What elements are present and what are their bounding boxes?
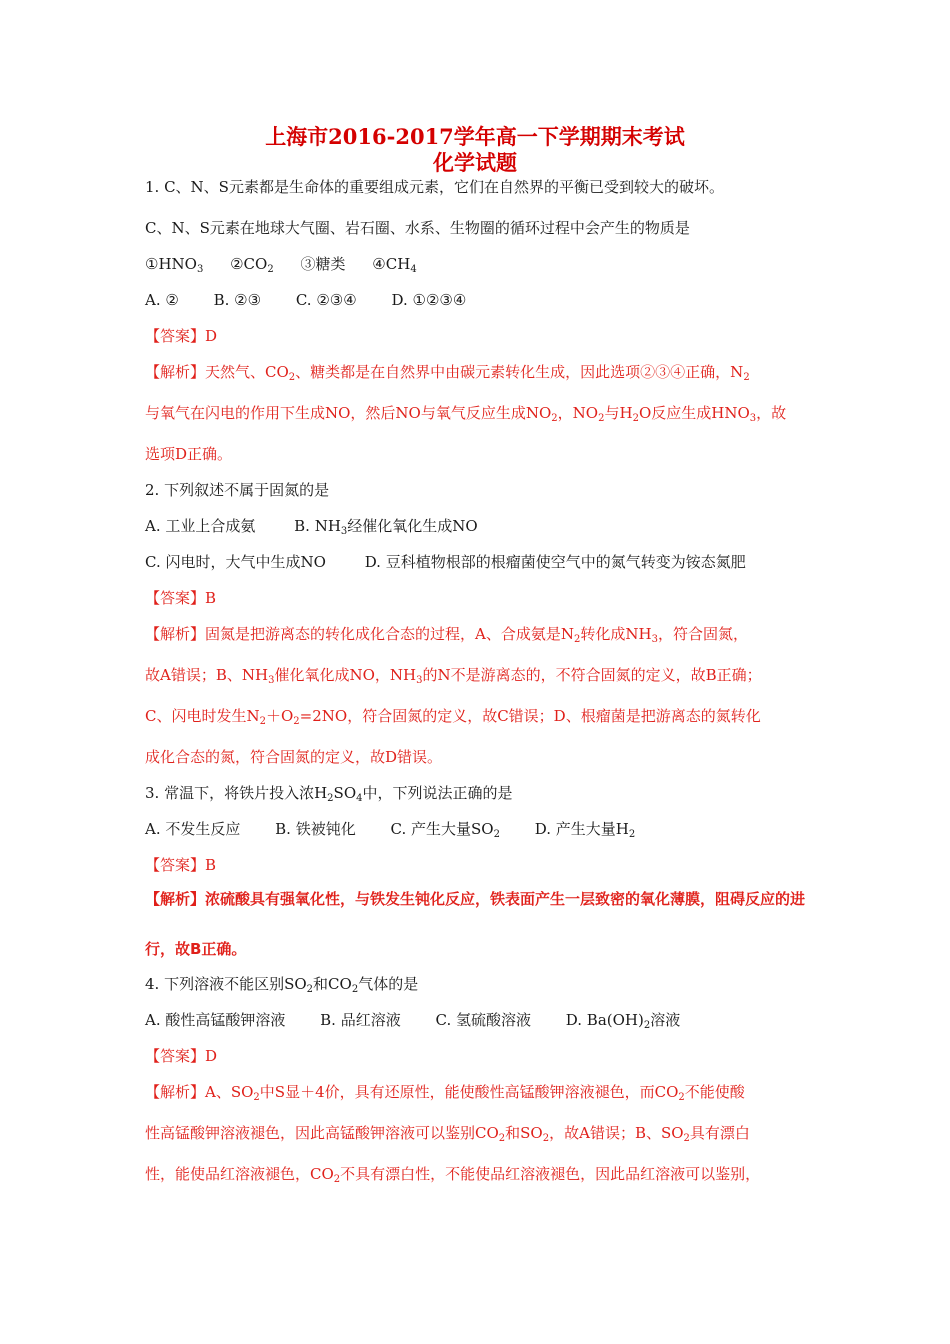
question-1-answer: 【答案】D: [145, 327, 218, 345]
question-1-options: A. ② B. ②③ C. ②③④ D. ①②③④: [145, 291, 467, 309]
question-2-options-ab: A. 工业上合成氨 B. $NH_3$经催化氧化生成NO: [145, 517, 478, 537]
question-2-analysis-3: C、闪电时发生$N_2+O_2=2NO$，符合固氮的定义，故C错误；D、根瘤菌是把游离态的氮转化: [145, 707, 761, 727]
question-1-stem: 1. C、N、S元素都是生命体的重要组成元素，它们在自然界的平衡已受到较大的破坏。: [145, 178, 724, 196]
question-3-analysis-2: 行，故B正确。: [145, 940, 247, 958]
question-1-stem-cont: C、N、S元素在地球大气圈、岩石圈、水系、生物圈的循环过程中会产生的物质是: [145, 219, 690, 237]
question-1-analysis-2: 与氧气在闪电的作用下生成NO，然后NO与氧气反应生成$NO_2$，$NO_2$与$H_2O$反应生成$HNO_3$，故: [145, 404, 787, 424]
question-1-analysis-3: 选项D正确。: [145, 445, 233, 463]
question-3-answer: 【答案】B: [145, 856, 217, 874]
question-4-answer: 【答案】D: [145, 1047, 218, 1065]
question-4-options: A. 酸性高锰酸钾溶液 B. 品红溶液 C. 氢硫酸溶液 D. $Ba(OH)_2$溶液: [145, 1011, 681, 1031]
question-2-analysis: 【解析】固氮是把游离态的转化成化合态的过程，A、合成氨是$N_2$转化成$NH_3$，符合固氮，: [145, 625, 748, 645]
question-1-items: $①HNO_3$ $②CO_2$ ③糖类 $④CH_4$: [145, 255, 417, 275]
question-4-analysis-3: 性，能使品红溶液褪色，$CO_2$不具有漂白性，不能使品红溶液褪色，因此品红溶液可以鉴别，: [145, 1165, 761, 1185]
question-3-analysis: 【解析】浓硫酸具有强氧化性，与铁发生钝化反应，铁表面产生一层致密的氧化薄膜，阻碍反应的进: [145, 890, 806, 908]
question-2-options-cd: C. 闪电时，大气中生成NO D. 豆科植物根部的根瘤菌使空气中的氮气转变为铵态氮肥: [145, 553, 746, 571]
question-3-options: A. 不发生反应 B. 铁被钝化 C. 产生大量$SO_2$ D. 产生大量$H_2$: [145, 820, 636, 840]
question-3-stem: 3. 常温下，将铁片投入浓$H_2SO_4$中，下列说法正确的是: [145, 784, 513, 804]
question-2-answer: 【答案】B: [145, 589, 217, 607]
question-1-analysis: 【解析】天然气、$CO_2$、糖类都是在自然界中由碳元素转化生成，因此选项②③④正确，$N_2$: [145, 363, 750, 383]
question-4-analysis: 【解析】A、$SO_2$中S显＋4价，具有还原性，能使酸性高锰酸钾溶液褪色，而$CO_2$不能使酸: [145, 1083, 745, 1103]
question-4-stem: 4. 下列溶液不能区别$SO_2$和$CO_2$气体的是: [145, 975, 419, 995]
question-4-analysis-2: 性高锰酸钾溶液褪色，因此高锰酸钾溶液可以鉴别$CO_2$和$SO_2$，故A错误；B、$SO_2$具有漂白: [145, 1124, 750, 1144]
page-title: 上海市2016-2017学年高一下学期期末考试: [265, 124, 685, 149]
question-2-analysis-4: 成化合态的氮，符合固氮的定义，故D错误。: [145, 748, 443, 766]
page-subtitle: 化学试题: [433, 150, 517, 175]
question-2-stem: 2. 下列叙述不属于固氮的是: [145, 481, 330, 499]
question-2-analysis-2: 故A错误；B、$NH_3$催化氧化成NO，$NH_3$的N不是游离态的，不符合固氮的定义，故B正确；: [145, 666, 762, 686]
